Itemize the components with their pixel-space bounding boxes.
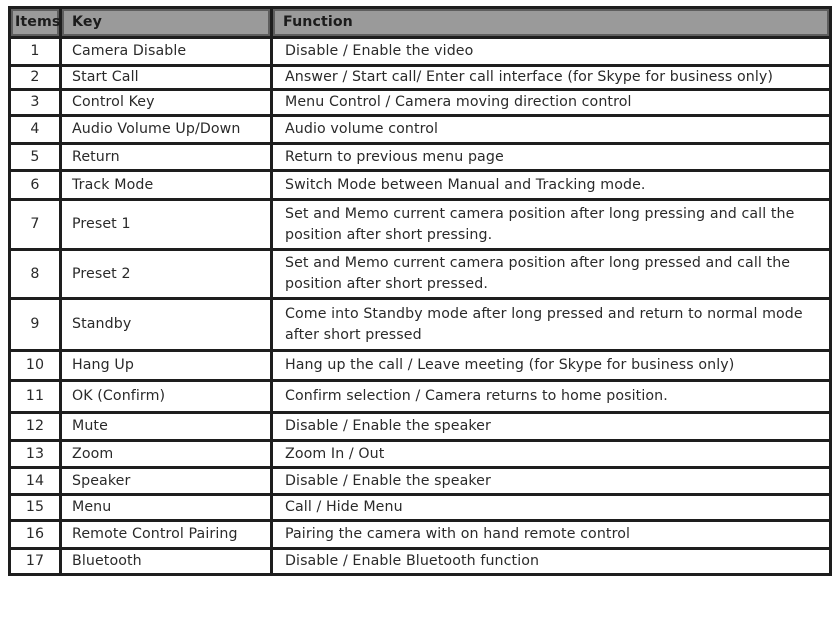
table-row <box>10 250 831 299</box>
table-row <box>10 116 831 144</box>
item-number: 8 <box>10 250 61 299</box>
remote-key-function-table <box>8 6 832 576</box>
table-body <box>10 38 831 575</box>
key-name: Hang Up <box>61 351 272 381</box>
key-function: Set and Memo current camera position after long pressed and call the position after short pressed. <box>272 250 831 299</box>
key-name: Return <box>61 144 272 171</box>
item-number: 4 <box>10 116 61 144</box>
item-number: 17 <box>10 549 61 575</box>
key-name: OK (Confirm) <box>61 381 272 413</box>
key-name: Zoom <box>61 441 272 468</box>
item-number: 3 <box>10 90 61 116</box>
item-number: 9 <box>10 299 61 351</box>
table-row <box>10 200 831 250</box>
key-name: Preset 2 <box>61 250 272 299</box>
key-function: Disable / Enable the speaker <box>272 468 831 495</box>
table-row <box>10 468 831 495</box>
key-function: Answer / Start call/ Enter call interface (for Skype for business only) <box>272 66 831 90</box>
table-row <box>10 351 831 381</box>
key-function: Come into Standby mode after long pressed and return to normal mode after short pressed <box>272 299 831 351</box>
item-number: 16 <box>10 521 61 549</box>
header-function: Function <box>272 8 831 38</box>
table-row <box>10 66 831 90</box>
table-row <box>10 495 831 521</box>
key-name: Bluetooth <box>61 549 272 575</box>
key-function: Call / Hide Menu <box>272 495 831 521</box>
table-row <box>10 299 831 351</box>
key-name: Control Key <box>61 90 272 116</box>
key-name: Standby <box>61 299 272 351</box>
table-row <box>10 549 831 575</box>
item-number: 2 <box>10 66 61 90</box>
item-number: 6 <box>10 171 61 200</box>
key-name: Speaker <box>61 468 272 495</box>
table-row <box>10 413 831 441</box>
key-name: Preset 1 <box>61 200 272 250</box>
item-number: 15 <box>10 495 61 521</box>
item-number: 11 <box>10 381 61 413</box>
key-function: Zoom In / Out <box>272 441 831 468</box>
table-row <box>10 441 831 468</box>
key-name: Mute <box>61 413 272 441</box>
key-name: Remote Control Pairing <box>61 521 272 549</box>
key-name: Start Call <box>61 66 272 90</box>
item-number: 5 <box>10 144 61 171</box>
key-function: Pairing the camera with on hand remote control <box>272 521 831 549</box>
key-function: Switch Mode between Manual and Tracking mode. <box>272 171 831 200</box>
table-header-row <box>10 8 831 38</box>
table-row <box>10 90 831 116</box>
item-number: 1 <box>10 38 61 66</box>
header-items: Items <box>10 8 61 38</box>
table-row <box>10 171 831 200</box>
key-function: Disable / Enable the video <box>272 38 831 66</box>
key-function: Return to previous menu page <box>272 144 831 171</box>
key-name: Menu <box>61 495 272 521</box>
key-function: Menu Control / Camera moving direction control <box>272 90 831 116</box>
key-function: Hang up the call / Leave meeting (for Skype for business only) <box>272 351 831 381</box>
item-number: 10 <box>10 351 61 381</box>
key-function: Audio volume control <box>272 116 831 144</box>
key-name: Camera Disable <box>61 38 272 66</box>
key-function: Disable / Enable Bluetooth function <box>272 549 831 575</box>
table-row <box>10 381 831 413</box>
table-row <box>10 144 831 171</box>
key-name: Audio Volume Up/Down <box>61 116 272 144</box>
table-row <box>10 38 831 66</box>
item-number: 7 <box>10 200 61 250</box>
header-key: Key <box>61 8 272 38</box>
key-function: Disable / Enable the speaker <box>272 413 831 441</box>
item-number: 14 <box>10 468 61 495</box>
key-function: Confirm selection / Camera returns to home position. <box>272 381 831 413</box>
item-number: 13 <box>10 441 61 468</box>
key-name: Track Mode <box>61 171 272 200</box>
item-number: 12 <box>10 413 61 441</box>
key-function: Set and Memo current camera position after long pressing and call the position after short pressing. <box>272 200 831 250</box>
table-row <box>10 521 831 549</box>
